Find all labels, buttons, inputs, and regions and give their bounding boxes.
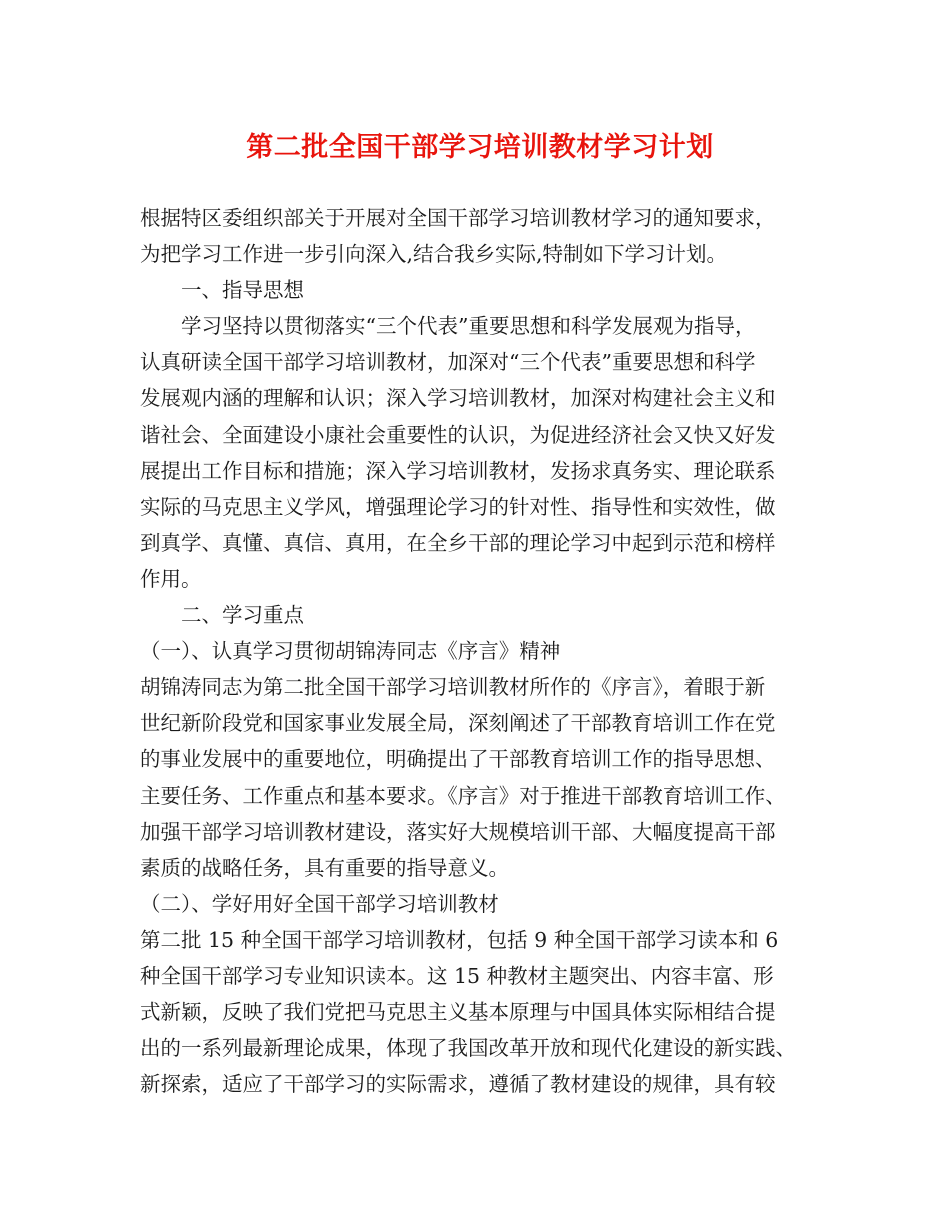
text-line: 到真学、真懂、真信、真用，在全乡干部的理论学习中起到示范和榜样	[140, 530, 776, 555]
text-line: 的事业发展中的重要地位，明确提出了干部教育培训工作的指导思想、	[140, 747, 776, 772]
text-line: 种全国干部学习专业知识读本。这 15 种教材主题突出、内容丰富、形	[140, 963, 774, 988]
text-line: 主要任务、工作重点和基本要求。《序言》对于推进干部教育培训工作、	[140, 783, 786, 808]
text-line: 加强干部学习培训教材建设，落实好大规模培训干部、大幅度提高干部	[140, 819, 776, 844]
text-line: 一、指导思想	[181, 278, 304, 303]
text-line: 为把学习工作进一步引向深入,结合我乡实际,特制如下学习计划。	[140, 242, 728, 267]
text-line: 新探索，适应了干部学习的实际需求，遵循了教材建设的规律，具有较	[140, 1072, 776, 1097]
text-line: 世纪新阶段党和国家事业发展全局，深刻阐述了干部教育培训工作在党	[140, 711, 776, 736]
text-line: 实际的马克思主义学风，增强理论学习的针对性、指导性和实效性，做	[140, 494, 776, 519]
text-line: 式新颖，反映了我们党把马克思主义基本原理与中国具体实际相结合提	[140, 1000, 776, 1025]
text-line: 胡锦涛同志为第二批全国干部学习培训教材所作的《序言》，着眼于新	[140, 675, 766, 700]
text-line: 第二批 15 种全国干部学习培训教材，包括 9 种全国干部学习读本和 6	[140, 927, 779, 952]
text-line: 学习坚持以贯彻落实“三个代表”重要思想和科学发展观为指导，	[181, 314, 756, 339]
text-line: 展提出工作目标和措施；深入学习培训教材，发扬求真务实、理论联系	[140, 458, 776, 483]
text-line: （二）、学好用好全国干部学习培训教材	[140, 891, 499, 916]
text-line: 二、学习重点	[181, 603, 304, 628]
document-body	[140, 200, 820, 1102]
document-title: 第二批全国干部学习培训教材学习计划	[246, 132, 714, 163]
text-line: 根据特区委组织部关于开展对全国干部学习培训教材学习的通知要求，	[140, 206, 776, 230]
text-line: 出的一系列最新理论成果，体现了我国改革开放和现代化建设的新实践、	[140, 1036, 796, 1061]
text-line: 发展观内涵的理解和认识；深入学习培训教材，加深对构建社会主义和	[140, 386, 776, 411]
text-line: 认真研读全国干部学习培训教材，加深对“三个代表”重要思想和科学	[140, 350, 756, 375]
text-line: 作用。	[140, 566, 202, 591]
text-line: 素质的战略任务，具有重要的指导意义。	[140, 855, 509, 880]
text-line: （一）、认真学习贯彻胡锦涛同志《序言》精神	[140, 639, 561, 664]
text-line: 谐社会、全面建设小康社会重要性的认识，为促进经济社会又快又好发	[140, 422, 776, 447]
